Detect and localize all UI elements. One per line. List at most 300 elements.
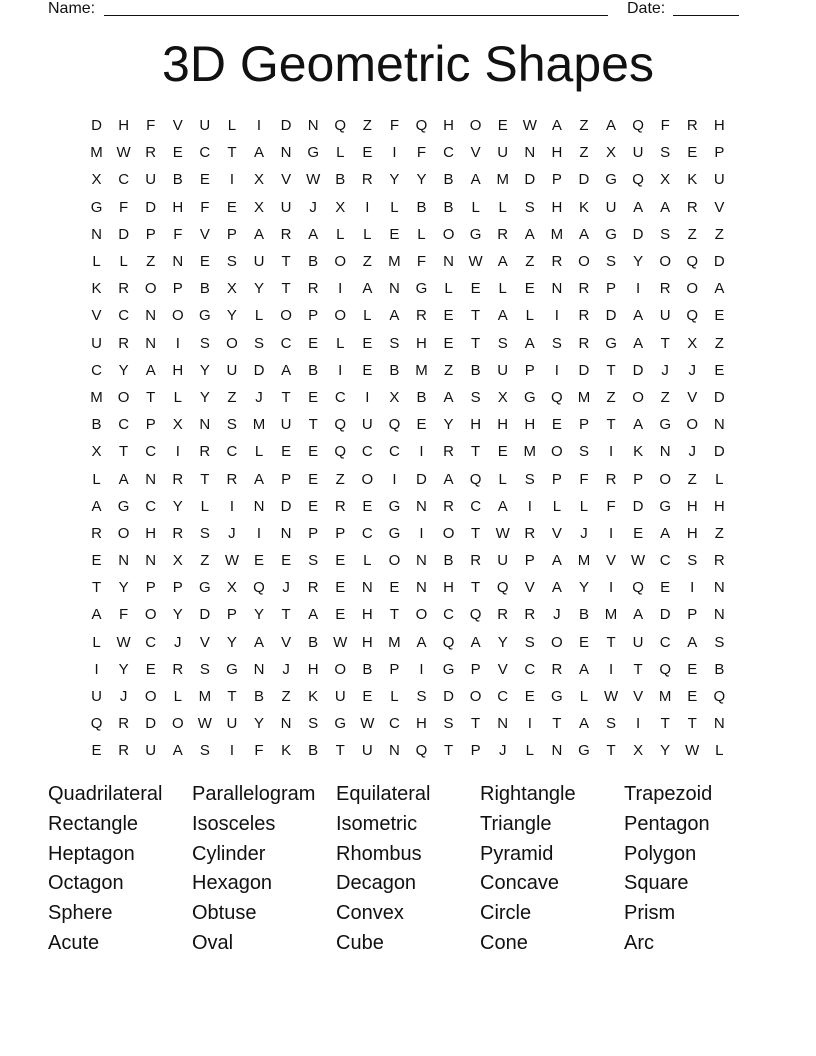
grid-letter[interactable]: W	[197, 715, 212, 733]
grid-letter[interactable]: O	[388, 552, 401, 570]
grid-letter[interactable]: L	[498, 280, 507, 298]
grid-letter[interactable]: R	[334, 497, 346, 515]
grid-letter[interactable]: Y	[254, 715, 265, 733]
grid-letter[interactable]: L	[254, 307, 264, 325]
grid-letter[interactable]: D	[632, 497, 644, 515]
grid-letter[interactable]: M	[90, 388, 103, 406]
grid-letter[interactable]: U	[226, 715, 238, 733]
grid-letter[interactable]: A	[551, 552, 562, 570]
grid-letter[interactable]: O	[632, 388, 644, 406]
grid-letter[interactable]: U	[280, 416, 292, 434]
grid-letter[interactable]: J	[228, 524, 236, 542]
grid-letter[interactable]: S	[416, 688, 427, 706]
grid-letter[interactable]: E	[362, 688, 373, 706]
grid-letter[interactable]: G	[523, 388, 536, 406]
grid-letter[interactable]: H	[551, 144, 563, 162]
grid-letter[interactable]: O	[144, 606, 157, 624]
grid-letter[interactable]: E	[687, 144, 698, 162]
grid-letter[interactable]: N	[497, 715, 509, 733]
grid-letter[interactable]: B	[578, 606, 589, 624]
grid-letter[interactable]: F	[389, 117, 399, 135]
word-search-grid[interactable]	[83, 112, 733, 765]
grid-letter[interactable]: Y	[199, 361, 210, 379]
grid-letter[interactable]: N	[199, 416, 211, 434]
grid-letter[interactable]: H	[118, 117, 130, 135]
grid-letter[interactable]: O	[117, 524, 130, 542]
grid-letter[interactable]: U	[497, 144, 509, 162]
grid-letter[interactable]: M	[550, 225, 564, 243]
grid-letter[interactable]: O	[659, 253, 672, 271]
grid-letter[interactable]: A	[497, 307, 508, 325]
grid-letter[interactable]: G	[442, 660, 455, 678]
grid-letter[interactable]: W	[333, 633, 348, 651]
grid-letter[interactable]: R	[91, 524, 102, 542]
grid-letter[interactable]: X	[335, 198, 346, 216]
grid-letter[interactable]: E	[578, 633, 589, 651]
grid-letter[interactable]: Z	[146, 253, 156, 271]
grid-letter[interactable]: N	[659, 443, 671, 461]
grid-letter[interactable]: P	[145, 579, 156, 597]
grid-letter[interactable]: Z	[335, 470, 345, 488]
grid-letter[interactable]: E	[281, 552, 292, 570]
grid-letter[interactable]: A	[687, 633, 698, 651]
grid-letter[interactable]: A	[660, 524, 671, 542]
grid-letter[interactable]: I	[338, 280, 343, 298]
grid-letter[interactable]: T	[471, 334, 481, 352]
grid-letter[interactable]: B	[91, 416, 102, 434]
grid-letter[interactable]: P	[470, 742, 481, 760]
grid-letter[interactable]: A	[91, 497, 102, 515]
grid-letter[interactable]: V	[91, 307, 102, 325]
grid-letter[interactable]: R	[551, 253, 563, 271]
grid-letter[interactable]: P	[470, 660, 481, 678]
grid-letter[interactable]: S	[308, 715, 319, 733]
grid-letter[interactable]: P	[172, 280, 183, 298]
grid-letter[interactable]: Q	[713, 688, 726, 706]
grid-letter[interactable]: I	[229, 497, 235, 515]
grid-letter[interactable]: G	[199, 579, 211, 597]
grid-letter[interactable]: T	[119, 443, 129, 461]
grid-letter[interactable]: N	[280, 524, 292, 542]
grid-letter[interactable]: N	[416, 579, 427, 597]
grid-letter[interactable]: J	[553, 606, 561, 624]
grid-letter[interactable]: F	[119, 606, 129, 624]
grid-letter[interactable]: J	[282, 579, 290, 597]
grid-letter[interactable]: R	[361, 171, 373, 189]
grid-letter[interactable]: H	[172, 198, 184, 216]
grid-letter[interactable]: H	[172, 361, 184, 379]
grid-letter[interactable]: O	[334, 307, 347, 325]
grid-letter[interactable]: W	[495, 524, 510, 542]
grid-letter[interactable]: I	[419, 660, 424, 678]
grid-letter[interactable]: R	[416, 307, 427, 325]
grid-letter[interactable]: U	[632, 144, 644, 162]
grid-letter[interactable]: I	[175, 334, 180, 352]
grid-letter[interactable]: M	[658, 688, 672, 706]
grid-letter[interactable]: H	[145, 524, 157, 542]
grid-letter[interactable]: Y	[660, 742, 671, 760]
grid-letter[interactable]: C	[388, 443, 400, 461]
grid-letter[interactable]: R	[307, 579, 319, 597]
grid-letter[interactable]: W	[631, 552, 646, 570]
grid-letter[interactable]: C	[145, 633, 157, 651]
grid-letter[interactable]: F	[173, 225, 183, 243]
grid-letter[interactable]: I	[608, 660, 614, 678]
grid-letter[interactable]: W	[224, 552, 240, 570]
grid-letter[interactable]: A	[551, 579, 562, 597]
grid-letter[interactable]: B	[308, 361, 319, 379]
grid-letter[interactable]: E	[335, 606, 346, 624]
grid-letter[interactable]: T	[471, 307, 481, 325]
grid-letter[interactable]: R	[443, 443, 454, 461]
grid-letter[interactable]: G	[226, 660, 238, 678]
grid-letter[interactable]: N	[388, 742, 400, 760]
grid-letter[interactable]: Z	[362, 253, 372, 271]
grid-letter[interactable]: I	[608, 524, 614, 542]
grid-letter[interactable]: K	[633, 443, 644, 461]
grid-letter[interactable]: A	[172, 742, 183, 760]
grid-letter[interactable]: G	[334, 715, 347, 733]
grid-letter[interactable]: C	[361, 443, 373, 461]
grid-letter[interactable]: B	[416, 388, 427, 406]
grid-letter[interactable]: A	[443, 470, 454, 488]
grid-letter[interactable]: S	[497, 334, 508, 352]
grid-letter[interactable]: R	[524, 524, 536, 542]
grid-letter[interactable]: L	[715, 742, 724, 760]
grid-letter[interactable]: S	[199, 334, 210, 352]
grid-letter[interactable]: Z	[227, 388, 237, 406]
grid-letter[interactable]: Z	[606, 388, 616, 406]
grid-letter[interactable]: K	[281, 742, 292, 760]
grid-letter[interactable]: Z	[579, 144, 589, 162]
grid-letter[interactable]: X	[91, 171, 102, 189]
grid-letter[interactable]: J	[688, 361, 696, 379]
grid-letter[interactable]: R	[226, 470, 238, 488]
grid-letter[interactable]: I	[636, 280, 641, 298]
grid-letter[interactable]: R	[470, 552, 482, 570]
grid-letter[interactable]: X	[91, 443, 102, 461]
grid-letter[interactable]: C	[361, 524, 373, 542]
grid-letter[interactable]: V	[172, 117, 183, 135]
grid-letter[interactable]: U	[361, 416, 373, 434]
grid-letter[interactable]: O	[334, 253, 347, 271]
grid-letter[interactable]: D	[632, 225, 644, 243]
grid-letter[interactable]: A	[254, 225, 265, 243]
grid-letter[interactable]: W	[603, 688, 619, 706]
grid-letter[interactable]: P	[308, 307, 319, 325]
grid-letter[interactable]: W	[116, 633, 131, 651]
grid-letter[interactable]: P	[281, 470, 292, 488]
grid-letter[interactable]: L	[336, 144, 345, 162]
grid-letter[interactable]: R	[307, 280, 319, 298]
grid-letter[interactable]: S	[470, 388, 481, 406]
grid-letter[interactable]: T	[389, 606, 399, 624]
grid-letter[interactable]: F	[579, 470, 589, 488]
grid-letter[interactable]: H	[686, 524, 698, 542]
grid-letter[interactable]: T	[146, 388, 156, 406]
grid-letter[interactable]: L	[444, 280, 453, 298]
grid-letter[interactable]: Y	[443, 416, 454, 434]
grid-letter[interactable]: S	[606, 253, 617, 271]
grid-letter[interactable]: H	[470, 416, 482, 434]
grid-letter[interactable]: Z	[687, 225, 697, 243]
grid-letter[interactable]: L	[498, 470, 507, 488]
grid-letter[interactable]: N	[145, 470, 157, 488]
grid-letter[interactable]: X	[606, 144, 617, 162]
grid-letter[interactable]: E	[308, 443, 319, 461]
grid-letter[interactable]: V	[199, 633, 210, 651]
grid-letter[interactable]: A	[308, 225, 319, 243]
grid-letter[interactable]: B	[308, 742, 319, 760]
grid-letter[interactable]: G	[659, 497, 672, 515]
grid-letter[interactable]: E	[497, 443, 508, 461]
grid-letter[interactable]: A	[281, 361, 292, 379]
grid-letter[interactable]: D	[578, 171, 590, 189]
grid-letter[interactable]: B	[470, 361, 481, 379]
grid-letter[interactable]: D	[524, 171, 536, 189]
grid-letter[interactable]: O	[469, 117, 482, 135]
grid-letter[interactable]: V	[470, 144, 481, 162]
grid-letter[interactable]: Q	[334, 117, 347, 135]
grid-letter[interactable]: U	[280, 198, 292, 216]
grid-letter[interactable]: P	[145, 225, 156, 243]
grid-letter[interactable]: N	[524, 144, 536, 162]
grid-letter[interactable]: Q	[659, 660, 672, 678]
grid-letter[interactable]: C	[226, 443, 238, 461]
grid-letter[interactable]: A	[524, 334, 535, 352]
grid-letter[interactable]: W	[522, 117, 537, 135]
grid-letter[interactable]: F	[416, 144, 427, 162]
grid-letter[interactable]: Q	[469, 470, 482, 488]
grid-letter[interactable]: K	[91, 280, 102, 298]
grid-letter[interactable]: R	[118, 280, 130, 298]
grid-letter[interactable]: W	[468, 253, 483, 271]
grid-letter[interactable]: E	[199, 253, 210, 271]
grid-letter[interactable]: T	[308, 416, 318, 434]
grid-letter[interactable]: N	[91, 225, 102, 243]
grid-letter[interactable]: E	[145, 660, 156, 678]
grid-letter[interactable]: I	[175, 443, 180, 461]
grid-letter[interactable]: S	[524, 633, 535, 651]
grid-letter[interactable]: C	[145, 497, 157, 515]
grid-letter[interactable]: P	[578, 416, 589, 434]
grid-letter[interactable]: R	[686, 117, 698, 135]
grid-letter[interactable]: C	[470, 497, 482, 515]
grid-letter[interactable]: Y	[118, 579, 129, 597]
grid-letter[interactable]: Q	[388, 416, 401, 434]
grid-letter[interactable]: H	[713, 117, 725, 135]
grid-letter[interactable]: E	[335, 552, 346, 570]
grid-letter[interactable]: R	[199, 443, 211, 461]
grid-letter[interactable]: T	[471, 524, 481, 542]
grid-letter[interactable]: D	[632, 361, 644, 379]
grid-letter[interactable]: Y	[254, 606, 265, 624]
grid-letter[interactable]: G	[659, 416, 672, 434]
grid-letter[interactable]: R	[713, 552, 725, 570]
grid-letter[interactable]: O	[171, 307, 184, 325]
grid-letter[interactable]: S	[199, 742, 210, 760]
grid-letter[interactable]: B	[199, 280, 210, 298]
grid-letter[interactable]: M	[577, 552, 591, 570]
grid-letter[interactable]: E	[308, 388, 319, 406]
grid-letter[interactable]: I	[94, 660, 99, 678]
grid-letter[interactable]: H	[524, 416, 536, 434]
grid-letter[interactable]: F	[254, 742, 264, 760]
grid-letter[interactable]: J	[661, 361, 669, 379]
grid-letter[interactable]: L	[363, 307, 372, 325]
grid-letter[interactable]: L	[200, 497, 210, 515]
grid-letter[interactable]: U	[91, 688, 102, 706]
grid-letter[interactable]: L	[173, 688, 182, 706]
grid-letter[interactable]: J	[580, 524, 588, 542]
grid-letter[interactable]: Q	[334, 416, 347, 434]
grid-letter[interactable]: T	[200, 470, 210, 488]
grid-letter[interactable]: U	[253, 253, 265, 271]
grid-letter[interactable]: D	[145, 198, 157, 216]
grid-letter[interactable]: I	[554, 307, 559, 325]
grid-letter[interactable]: B	[443, 171, 454, 189]
grid-letter[interactable]: X	[660, 171, 671, 189]
grid-letter[interactable]: G	[117, 497, 130, 515]
grid-letter[interactable]: Q	[469, 606, 482, 624]
grid-letter[interactable]: A	[145, 361, 156, 379]
grid-letter[interactable]: T	[606, 633, 616, 651]
grid-letter[interactable]: R	[172, 524, 184, 542]
grid-letter[interactable]: O	[659, 470, 672, 488]
grid-letter[interactable]: Y	[172, 606, 183, 624]
grid-letter[interactable]: B	[172, 171, 183, 189]
grid-letter[interactable]: J	[255, 388, 263, 406]
grid-letter[interactable]: N	[172, 253, 184, 271]
grid-letter[interactable]: R	[172, 470, 184, 488]
grid-letter[interactable]: C	[388, 715, 400, 733]
grid-letter[interactable]: E	[524, 280, 535, 298]
grid-letter[interactable]: S	[443, 715, 454, 733]
grid-letter[interactable]: P	[551, 470, 562, 488]
name-field-line[interactable]	[104, 15, 608, 16]
grid-letter[interactable]: C	[118, 307, 130, 325]
grid-letter[interactable]: D	[199, 606, 211, 624]
grid-letter[interactable]: U	[497, 361, 509, 379]
grid-letter[interactable]: I	[527, 715, 532, 733]
grid-letter[interactable]: W	[360, 715, 375, 733]
grid-letter[interactable]: T	[606, 361, 616, 379]
grid-letter[interactable]: H	[497, 416, 509, 434]
grid-letter[interactable]: A	[362, 280, 373, 298]
grid-letter[interactable]: G	[388, 497, 401, 515]
grid-letter[interactable]: T	[606, 416, 616, 434]
grid-letter[interactable]: S	[660, 225, 671, 243]
grid-letter[interactable]: M	[388, 253, 401, 271]
grid-letter[interactable]: F	[146, 117, 156, 135]
grid-letter[interactable]: H	[686, 497, 698, 515]
grid-letter[interactable]: J	[309, 198, 317, 216]
grid-letter[interactable]: X	[633, 742, 644, 760]
grid-letter[interactable]: S	[254, 334, 265, 352]
grid-letter[interactable]: L	[579, 688, 589, 706]
grid-letter[interactable]: N	[551, 742, 563, 760]
grid-letter[interactable]: N	[713, 715, 725, 733]
grid-letter[interactable]: A	[551, 117, 562, 135]
grid-letter[interactable]: G	[469, 225, 482, 243]
grid-letter[interactable]: R	[118, 742, 130, 760]
grid-letter[interactable]: M	[577, 388, 591, 406]
grid-letter[interactable]: E	[308, 470, 319, 488]
grid-letter[interactable]: R	[443, 497, 454, 515]
grid-letter[interactable]: W	[306, 171, 321, 189]
grid-letter[interactable]: A	[578, 225, 589, 243]
grid-letter[interactable]: E	[335, 579, 346, 597]
grid-letter[interactable]: B	[335, 171, 346, 189]
grid-letter[interactable]: Z	[660, 388, 670, 406]
grid-letter[interactable]: G	[578, 742, 590, 760]
grid-letter[interactable]: Y	[118, 361, 129, 379]
grid-letter[interactable]: R	[686, 198, 698, 216]
grid-letter[interactable]: S	[389, 334, 400, 352]
grid-letter[interactable]: N	[145, 334, 157, 352]
grid-letter[interactable]: C	[118, 171, 130, 189]
grid-letter[interactable]: E	[308, 497, 319, 515]
grid-letter[interactable]: N	[388, 280, 400, 298]
grid-letter[interactable]: P	[226, 606, 237, 624]
grid-letter[interactable]: Z	[281, 688, 291, 706]
grid-letter[interactable]: D	[145, 715, 157, 733]
grid-letter[interactable]: E	[172, 144, 183, 162]
grid-letter[interactable]: E	[91, 552, 102, 570]
grid-letter[interactable]: D	[659, 606, 671, 624]
grid-letter[interactable]: M	[198, 688, 212, 706]
grid-letter[interactable]: X	[389, 388, 400, 406]
grid-letter[interactable]: L	[417, 225, 426, 243]
grid-letter[interactable]: L	[92, 253, 101, 271]
grid-letter[interactable]: B	[714, 660, 725, 678]
grid-letter[interactable]: X	[254, 171, 265, 189]
grid-letter[interactable]: L	[227, 117, 237, 135]
grid-letter[interactable]: L	[92, 470, 101, 488]
grid-letter[interactable]: N	[713, 579, 725, 597]
grid-letter[interactable]: N	[551, 280, 563, 298]
grid-letter[interactable]: Q	[551, 388, 563, 406]
grid-letter[interactable]: L	[363, 552, 372, 570]
grid-letter[interactable]: P	[633, 470, 644, 488]
grid-letter[interactable]: I	[392, 470, 397, 488]
grid-letter[interactable]: A	[633, 416, 644, 434]
grid-letter[interactable]: H	[361, 606, 373, 624]
grid-letter[interactable]: A	[254, 633, 265, 651]
grid-letter[interactable]: C	[118, 416, 130, 434]
grid-letter[interactable]: P	[606, 280, 617, 298]
grid-letter[interactable]: C	[443, 144, 454, 162]
grid-letter[interactable]: O	[442, 524, 455, 542]
grid-letter[interactable]: E	[362, 361, 373, 379]
grid-letter[interactable]: Y	[578, 579, 589, 597]
grid-letter[interactable]: I	[365, 388, 370, 406]
grid-letter[interactable]: X	[172, 552, 183, 570]
grid-letter[interactable]: U	[334, 688, 346, 706]
grid-letter[interactable]: D	[713, 253, 725, 271]
grid-letter[interactable]: T	[227, 144, 237, 162]
grid-letter[interactable]: J	[688, 443, 696, 461]
grid-letter[interactable]: D	[280, 117, 292, 135]
grid-letter[interactable]: A	[633, 334, 644, 352]
grid-letter[interactable]: V	[687, 388, 698, 406]
grid-letter[interactable]: T	[335, 742, 345, 760]
grid-letter[interactable]: L	[525, 307, 534, 325]
grid-letter[interactable]: N	[307, 117, 319, 135]
grid-letter[interactable]: G	[90, 198, 103, 216]
grid-letter[interactable]: M	[90, 144, 103, 162]
grid-letter[interactable]: H	[443, 579, 454, 597]
